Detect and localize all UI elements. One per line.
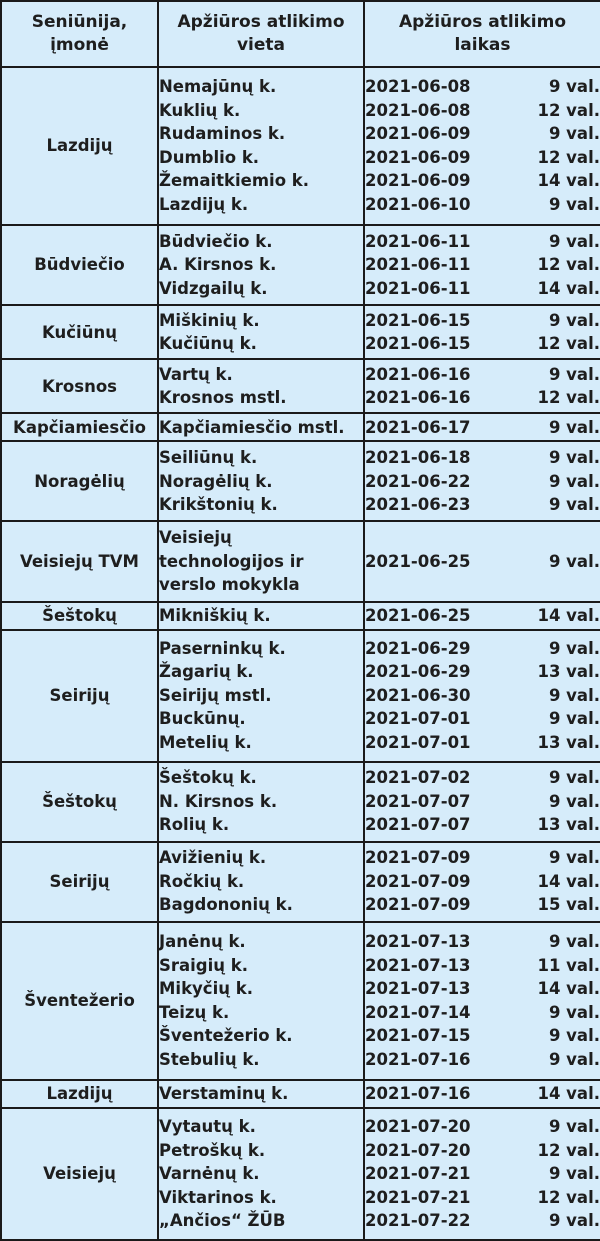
time-text: 12 val.: [537, 1187, 600, 1207]
date-text: 2021-06-25: [365, 551, 471, 571]
laikas-line: [365, 790, 600, 814]
laikas-line: [365, 893, 600, 917]
header-seniunija: Seniūnija, įmonė: [1, 1, 158, 67]
vieta-text: Miškinių k.: [159, 310, 260, 330]
seniunija-cell: Šeštokų: [1, 762, 158, 842]
time-text: 14 val.: [537, 871, 600, 891]
vieta-text: Petroškų k.: [159, 1140, 266, 1160]
laikas-line: [365, 684, 600, 708]
laikas-line: [365, 446, 600, 470]
seniunija-cell: Šeštokų: [1, 602, 158, 630]
laikas-line: [365, 604, 600, 628]
vieta-text: Žemaitkiemio k.: [159, 171, 310, 191]
date-text: 2021-06-17: [365, 417, 471, 437]
laikas-line: [365, 1186, 600, 1210]
time-text: 9 val.: [548, 848, 600, 868]
laikas-cell: [364, 602, 600, 630]
time-text: 14 val.: [537, 605, 600, 625]
laikas-line: [365, 99, 600, 123]
laikas-line: [365, 1209, 600, 1233]
vieta-text: Seirijų mstl.: [159, 685, 272, 705]
time-text: 9 val.: [548, 77, 600, 97]
vieta-text: A. Kirsnos k.: [159, 255, 277, 275]
laikas-cell: [364, 842, 600, 922]
laikas-line: [365, 660, 600, 684]
header-vieta: Apžiūros atlikimo vieta: [158, 1, 364, 67]
vieta-text: Kučiūnų k.: [159, 334, 257, 354]
date-text: 2021-07-09: [365, 848, 471, 868]
seniunija-cell: Krosnos: [1, 359, 158, 413]
vieta-text: Bagdononių k.: [159, 895, 293, 915]
laikas-line: [365, 846, 600, 870]
time-text: 12 val.: [537, 147, 600, 167]
laikas-line: [365, 637, 600, 661]
table-row: [1, 762, 600, 842]
time-text: 11 val.: [537, 955, 600, 975]
time-text: 9 val.: [548, 932, 600, 952]
date-text: 2021-07-15: [365, 1026, 471, 1046]
vieta-text: Janėnų k.: [159, 932, 246, 952]
vieta-text: „Ančios“ ŽŪB: [159, 1211, 286, 1231]
time-text: 14 val.: [537, 278, 600, 298]
date-text: 2021-06-10: [365, 194, 471, 214]
vieta-text: Paserninkų k.: [159, 638, 286, 658]
seniunija-cell: Veisiejų: [1, 1108, 158, 1240]
laikas-line: [365, 75, 600, 99]
time-text: 9 val.: [548, 709, 600, 729]
seniunija-cell: Seirijų: [1, 842, 158, 922]
time-text: 9 val.: [548, 310, 600, 330]
vieta-text: Kuklių k.: [159, 100, 241, 120]
date-text: 2021-06-08: [365, 77, 471, 97]
vieta-cell: [158, 602, 364, 630]
date-text: 2021-07-13: [365, 932, 471, 952]
vieta-text: Vartų k.: [159, 364, 233, 384]
date-text: 2021-06-16: [365, 364, 471, 384]
time-text: 9 val.: [548, 1002, 600, 1022]
vieta-text: Vidzgailų k.: [159, 278, 268, 298]
table-row: [1, 305, 600, 359]
time-text: 13 val.: [537, 732, 600, 752]
time-text: 12 val.: [537, 255, 600, 275]
laikas-cell: [364, 521, 600, 601]
vieta-text: Teizų k.: [159, 1002, 230, 1022]
date-text: 2021-07-13: [365, 979, 471, 999]
laikas-line: [365, 1115, 600, 1139]
date-text: 2021-06-25: [365, 605, 471, 625]
date-text: 2021-07-01: [365, 732, 471, 752]
vieta-text: Mikniškių k.: [159, 605, 271, 625]
vieta-text: Lazdijų k.: [159, 194, 249, 214]
date-text: 2021-07-07: [365, 815, 471, 835]
date-text: 2021-07-22: [365, 1211, 471, 1231]
time-text: 9 val.: [548, 364, 600, 384]
laikas-line: [365, 363, 600, 387]
time-text: 12 val.: [537, 1140, 600, 1160]
table-row: [1, 413, 600, 441]
vieta-text: Mikyčių k.: [159, 979, 253, 999]
date-text: 2021-07-01: [365, 709, 471, 729]
laikas-line: [365, 1082, 600, 1106]
date-text: 2021-07-16: [365, 1049, 471, 1069]
time-text: 9 val.: [548, 448, 600, 468]
time-text: 13 val.: [537, 815, 600, 835]
time-text: 12 val.: [537, 334, 600, 354]
seniunija-cell: Seirijų: [1, 630, 158, 762]
date-text: 2021-06-18: [365, 448, 471, 468]
laikas-line: [365, 470, 600, 494]
date-text: 2021-06-16: [365, 388, 471, 408]
time-text: 9 val.: [548, 417, 600, 437]
vieta-cell: [158, 67, 364, 225]
time-text: 15 val.: [537, 895, 600, 915]
laikas-line: [365, 977, 600, 1001]
laikas-line: [365, 870, 600, 894]
time-text: 14 val.: [537, 979, 600, 999]
vieta-cell: [158, 225, 364, 305]
laikas-line: [365, 386, 600, 410]
vieta-line: Veisiejų: [159, 528, 232, 548]
date-text: 2021-06-11: [365, 278, 471, 298]
vieta-cell: [158, 630, 364, 762]
laikas-cell: [364, 413, 600, 441]
laikas-cell: [364, 359, 600, 413]
laikas-line: [365, 1048, 600, 1072]
table-row: [1, 630, 600, 762]
laikas-cell: [364, 762, 600, 842]
vieta-text: Viktarinos k.: [159, 1187, 277, 1207]
header-laikas: Apžiūros atlikimo laikas: [364, 1, 600, 67]
vieta-text: N. Kirsnos k.: [159, 791, 278, 811]
date-text: 2021-07-20: [365, 1140, 471, 1160]
date-text: 2021-07-14: [365, 1002, 471, 1022]
laikas-line: [365, 416, 600, 440]
seniunija-cell: Lazdijų: [1, 67, 158, 225]
laikas-cell: [364, 1080, 600, 1108]
laikas-cell: [364, 630, 600, 762]
laikas-line: [365, 169, 600, 193]
time-text: 9 val.: [548, 1117, 600, 1137]
laikas-cell: [364, 225, 600, 305]
vieta-cell: [158, 1080, 364, 1108]
vieta-cell: [158, 359, 364, 413]
vieta-text: Būdviečio k.: [159, 231, 273, 251]
table-row: [1, 842, 600, 922]
seniunija-cell: Kučiūnų: [1, 305, 158, 359]
time-text: 14 val.: [537, 171, 600, 191]
date-text: 2021-06-15: [365, 310, 471, 330]
laikas-line: [365, 930, 600, 954]
vieta-cell: [158, 413, 364, 441]
laikas-line: [365, 1139, 600, 1163]
time-text: 12 val.: [537, 388, 600, 408]
date-text: 2021-06-23: [365, 495, 471, 515]
laikas-line: [365, 122, 600, 146]
schedule-body: [1, 67, 600, 1240]
laikas-line: [365, 193, 600, 217]
date-text: 2021-07-21: [365, 1164, 471, 1184]
laikas-line: [365, 766, 600, 790]
seniunija-cell: Noragėlių: [1, 441, 158, 521]
time-text: 9 val.: [548, 638, 600, 658]
time-text: 9 val.: [548, 1049, 600, 1069]
table-row: [1, 1108, 600, 1240]
laikas-line: [365, 1024, 600, 1048]
vieta-cell: [158, 441, 364, 521]
vieta-text: Ročkių k.: [159, 871, 245, 891]
date-text: 2021-06-08: [365, 100, 471, 120]
vieta-text: Noragėlių k.: [159, 471, 273, 491]
laikas-line: [365, 1001, 600, 1025]
table-row: [1, 521, 600, 601]
laikas-cell: [364, 441, 600, 521]
vieta-text: Sraigių k.: [159, 955, 249, 975]
time-text: 9 val.: [548, 1211, 600, 1231]
laikas-line: [365, 146, 600, 170]
table-row: [1, 1080, 600, 1108]
table-row: [1, 441, 600, 521]
date-text: 2021-06-30: [365, 685, 471, 705]
table-row: [1, 922, 600, 1080]
table-row: [1, 602, 600, 630]
laikas-line: [365, 1162, 600, 1186]
date-text: 2021-07-20: [365, 1117, 471, 1137]
time-text: 12 val.: [537, 100, 600, 120]
time-text: 14 val.: [537, 1084, 600, 1104]
laikas-line: [365, 731, 600, 755]
date-text: 2021-06-29: [365, 662, 471, 682]
table-row: [1, 67, 600, 225]
vieta-text: Šventežerio k.: [159, 1026, 293, 1046]
seniunija-cell: Kapčiamiesčio: [1, 413, 158, 441]
vieta-cell: [158, 842, 364, 922]
time-text: 9 val.: [548, 194, 600, 214]
date-text: 2021-07-07: [365, 791, 471, 811]
vieta-text: Šeštokų k.: [159, 768, 257, 788]
laikas-line: [365, 493, 600, 517]
table-row: [1, 359, 600, 413]
date-text: 2021-06-15: [365, 334, 471, 354]
time-text: 9 val.: [548, 471, 600, 491]
vieta-cell: [158, 521, 364, 601]
date-text: 2021-06-09: [365, 147, 471, 167]
date-text: 2021-06-29: [365, 638, 471, 658]
laikas-line: [365, 332, 600, 356]
vieta-text: Vytautų k.: [159, 1117, 256, 1137]
vieta-cell: [158, 922, 364, 1080]
vieta-text: Rolių k.: [159, 815, 230, 835]
time-text: 9 val.: [548, 495, 600, 515]
header-row: [1, 1, 600, 67]
date-text: 2021-06-09: [365, 171, 471, 191]
date-text: 2021-07-16: [365, 1084, 471, 1104]
date-text: 2021-06-11: [365, 255, 471, 275]
time-text: 9 val.: [548, 768, 600, 788]
date-text: 2021-06-11: [365, 231, 471, 251]
laikas-line: [365, 550, 600, 574]
vieta-line: verslo mokykla: [159, 575, 300, 595]
vieta-text: Varnėnų k.: [159, 1164, 260, 1184]
time-text: 9 val.: [548, 231, 600, 251]
vieta-text: Rudaminos k.: [159, 124, 286, 144]
vieta-text: Buckūnų.: [159, 709, 246, 729]
date-text: 2021-06-22: [365, 471, 471, 491]
time-text: 9 val.: [548, 124, 600, 144]
seniunija-cell: Būdviečio: [1, 225, 158, 305]
date-text: 2021-07-09: [365, 895, 471, 915]
vieta-text: Krosnos mstl.: [159, 388, 287, 408]
date-text: 2021-07-02: [365, 768, 471, 788]
seniunija-cell: Lazdijų: [1, 1080, 158, 1108]
vieta-cell: [158, 762, 364, 842]
laikas-cell: [364, 922, 600, 1080]
laikas-line: [365, 230, 600, 254]
vieta-text: Nemajūnų k.: [159, 77, 277, 97]
laikas-cell: [364, 1108, 600, 1240]
time-text: 9 val.: [548, 551, 600, 571]
date-text: 2021-07-13: [365, 955, 471, 975]
vieta-text: Avižienių k.: [159, 848, 267, 868]
vieta-line: technologijos ir: [159, 551, 304, 571]
seniunija-cell: Veisiejų TVM: [1, 521, 158, 601]
vieta-text: Verstaminų k.: [159, 1084, 289, 1104]
laikas-line: [365, 277, 600, 301]
vieta-text: Stebulių k.: [159, 1049, 260, 1069]
vieta-text: Seiliūnų k.: [159, 448, 258, 468]
laikas-line: [365, 309, 600, 333]
time-text: 9 val.: [548, 1164, 600, 1184]
time-text: 13 val.: [537, 662, 600, 682]
laikas-line: [365, 954, 600, 978]
seniunija-cell: Šventežerio: [1, 922, 158, 1080]
laikas-line: [365, 707, 600, 731]
vieta-cell: [158, 305, 364, 359]
laikas-cell: [364, 67, 600, 225]
vieta-text: Krikštonių k.: [159, 495, 278, 515]
laikas-line: [365, 813, 600, 837]
date-text: 2021-07-21: [365, 1187, 471, 1207]
time-text: 9 val.: [548, 1026, 600, 1046]
vieta-text: Dumblio k.: [159, 147, 260, 167]
laikas-line: [365, 253, 600, 277]
date-text: 2021-06-09: [365, 124, 471, 144]
vieta-text: Žagarių k.: [159, 662, 254, 682]
vieta-text: Metelių k.: [159, 732, 252, 752]
date-text: 2021-07-09: [365, 871, 471, 891]
time-text: 9 val.: [548, 791, 600, 811]
vieta-cell: [158, 1108, 364, 1240]
vieta-text: Kapčiamiesčio mstl.: [159, 417, 345, 437]
laikas-cell: [364, 305, 600, 359]
time-text: 9 val.: [548, 685, 600, 705]
table-row: [1, 225, 600, 305]
